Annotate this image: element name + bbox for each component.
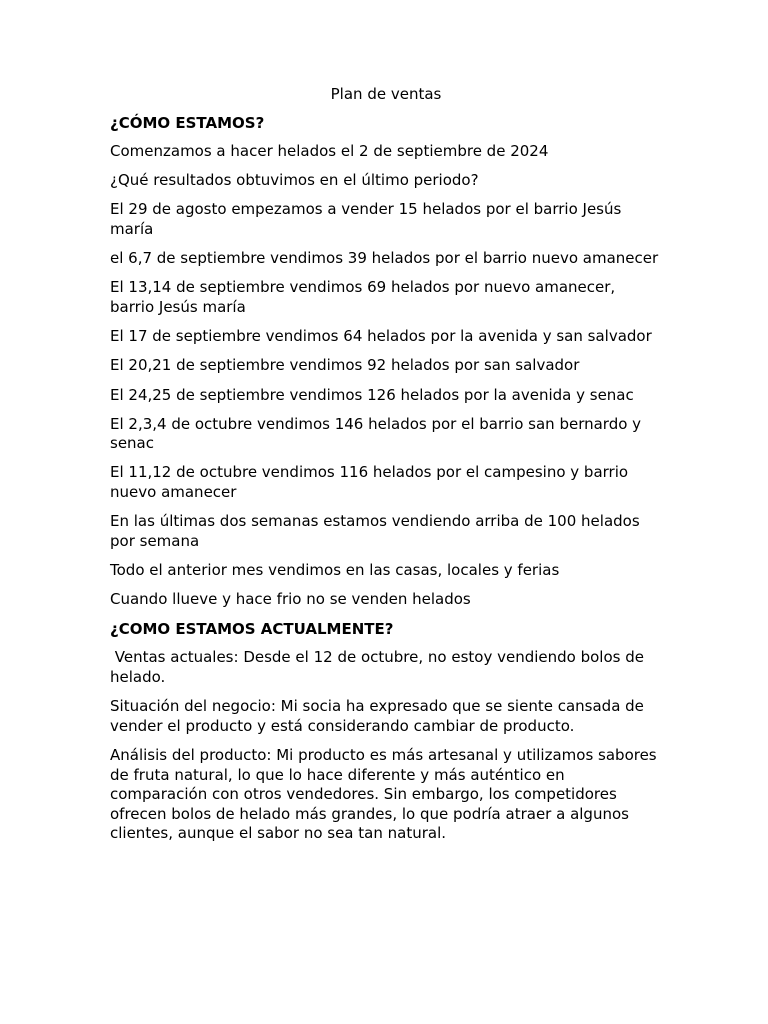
paragraph: El 2,3,4 de octubre vendimos 146 helados por el barrio san bernardo y senac bbox=[110, 414, 642, 453]
document-title: Plan de ventas bbox=[330, 85, 442, 103]
paragraph: Ventas actuales: Desde el 12 de octubre, no estoy vendiendo bolos de helado. bbox=[110, 648, 649, 686]
paragraph: Todo el anterior mes vendimos en las casas, locales y ferias bbox=[110, 561, 560, 580]
paragraph: El 17 de septiembre vendimos 64 helados por la avenida y san salvador bbox=[110, 327, 652, 346]
paragraph: El 13,14 de septiembre vendimos 69 helados por nuevo amanecer, barrio Jesús maría bbox=[110, 278, 616, 316]
document-page bbox=[110, 84, 662, 854]
paragraph: Comenzamos a hacer helados el 2 de septiembre de 2024 bbox=[110, 142, 549, 160]
paragraph: ¿Qué resultados obtuvimos en el último periodo? bbox=[110, 171, 479, 190]
paragraph: Análisis del producto: Mi producto es más artesanal y utilizamos sabores de fruta natural, lo que lo hace diferente y más auténtico en comparación con otros vendedores. Sin embargo, los competidores ofrecen bolos de helado más grandes, lo que podría atraer a algunos clientes, aunque el sabor no sea tan natural. bbox=[110, 745, 657, 843]
paragraph: El 20,21 de septiembre vendimos 92 helados por san salvador bbox=[110, 356, 580, 375]
section-heading-como-estamos: ¿CÓMO ESTAMOS? bbox=[110, 114, 265, 132]
paragraph: En las últimas dos semanas estamos vendiendo arriba de 100 helados por semana bbox=[110, 512, 640, 550]
section-heading-como-estamos-actualmente: ¿COMO ESTAMOS ACTUALMENTE? bbox=[110, 620, 394, 639]
paragraph: El 29 de agosto empezamos a vender 15 helados por el barrio Jesús maría bbox=[110, 200, 622, 238]
paragraph: Cuando llueve y hace frio no se venden helados bbox=[110, 590, 471, 609]
paragraph: Situación del negocio: Mi socia ha expresado que se siente cansada de vender el producto y está considerando cambiar de producto. bbox=[110, 697, 644, 735]
paragraph: El 24,25 de septiembre vendimos 126 helados por la avenida y senac bbox=[110, 385, 634, 404]
paragraph: El 11,12 de octubre vendimos 116 helados por el campesino y barrio nuevo amanecer bbox=[110, 463, 629, 502]
paragraph: el 6,7 de septiembre vendimos 39 helados por el barrio nuevo amanecer bbox=[110, 249, 659, 268]
